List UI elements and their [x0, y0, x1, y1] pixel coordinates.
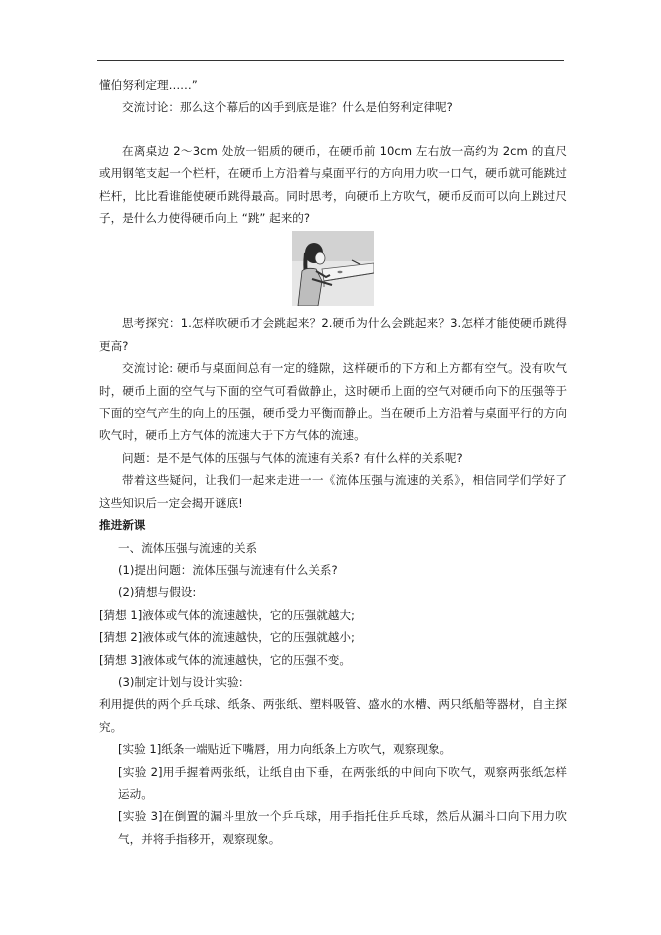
document-body — [99, 74, 567, 850]
materials-paragraph: 利用提供的两个乒乓球、纸条、两张纸、塑料吸管、盛水的水槽、两只纸船等器材，自主探究。 — [99, 697, 567, 734]
experiment-3: [实验 3]在倒置的漏斗里放一个乒乓球，用手指托住乒乓球，然后从漏斗口向下用力吹气，并将手指移开，观察现象。 — [118, 809, 567, 846]
paragraph-discussion-1: 交流讨论：那么这个幕后的凶手到底是谁？什么是伯努利定律呢? — [122, 100, 453, 115]
section-heading: 推进新课 — [99, 518, 146, 533]
spacer — [99, 119, 567, 140]
paragraph-continuation: 懂伯努利定理……” — [99, 78, 198, 92]
paragraph-discussion-2: 交流讨论: 硬币与桌面间总有一定的缝隙，这样硬币的下方和上方都有空气。没有吹气时，硬币上面的空气与下面的空气可看做静止，这时硬币上面的空气对硬币向下的压强等于下面的空气产生的向上的压强，硬币受力平衡而静止。当在硬币上方沿着与桌面平行的方向吹气时，硬币上方气体的流速大于下方气体的流速。 — [99, 361, 567, 443]
paragraph-coin-experiment: 在离桌边 2～3cm 处放一铝质的硬币，在硬币前 10cm 左右放一高约为 2cm 的直尺或用钢笔支起一个栏杆，在硬币上方沿着与桌面平行的方向用力吹一口气，硬币就可能跳过栏杆，比比看谁能使硬币跳得最高。同时思考，向硬币上方吹气，硬币反而可以向上跳过尺子，是什么力使得硬币向上 “跳” 起来的? — [99, 143, 567, 226]
paragraph-question: 问题：是不是气体的压强与气体的流速有关系? 有什么样的关系呢? — [122, 450, 463, 465]
experiment-1: [实验 1]纸条一端贴近下嘴唇，用力向纸条上方吹气，观察现象。 — [118, 742, 452, 757]
figure-container — [99, 231, 567, 309]
girl-blowing-coin-illustration — [292, 231, 374, 306]
experiment-2: [实验 2]用手握着两张纸，让纸自由下垂，在两张纸的中间向下吹气，观察两张纸怎样运动。 — [118, 764, 567, 801]
paragraph-transition: 带着这些疑问，让我们一起来走进一一《流体压强与流速的关系》，相信同学们学好了这些知识后一定会揭开谜底! — [99, 473, 567, 510]
hypothesis-2: [猜想 2]液体或气体的流速越快，它的压强就越小; — [99, 630, 355, 645]
paragraph-think-explore: 思考探究：1.怎样吹硬币才会跳起来？2.硬币为什么会跳起来？3.怎样才能使硬币跳得更高? — [99, 316, 567, 353]
step-plan: (3)制定计划与设计实验: — [118, 674, 243, 689]
step-hypothesis: (2)猜想与假设: — [118, 585, 197, 600]
step-question: (1)提出问题：流体压强与流速有什么关系? — [118, 562, 338, 577]
hypothesis-3: [猜想 3]液体或气体的流速越快，它的压强不变。 — [99, 652, 351, 667]
hypothesis-1: [猜想 1]液体或气体的流速越快，它的压强就越大; — [99, 607, 355, 622]
subsection-title: 一、流体压强与流速的关系 — [118, 540, 258, 555]
header-rule — [97, 60, 564, 61]
